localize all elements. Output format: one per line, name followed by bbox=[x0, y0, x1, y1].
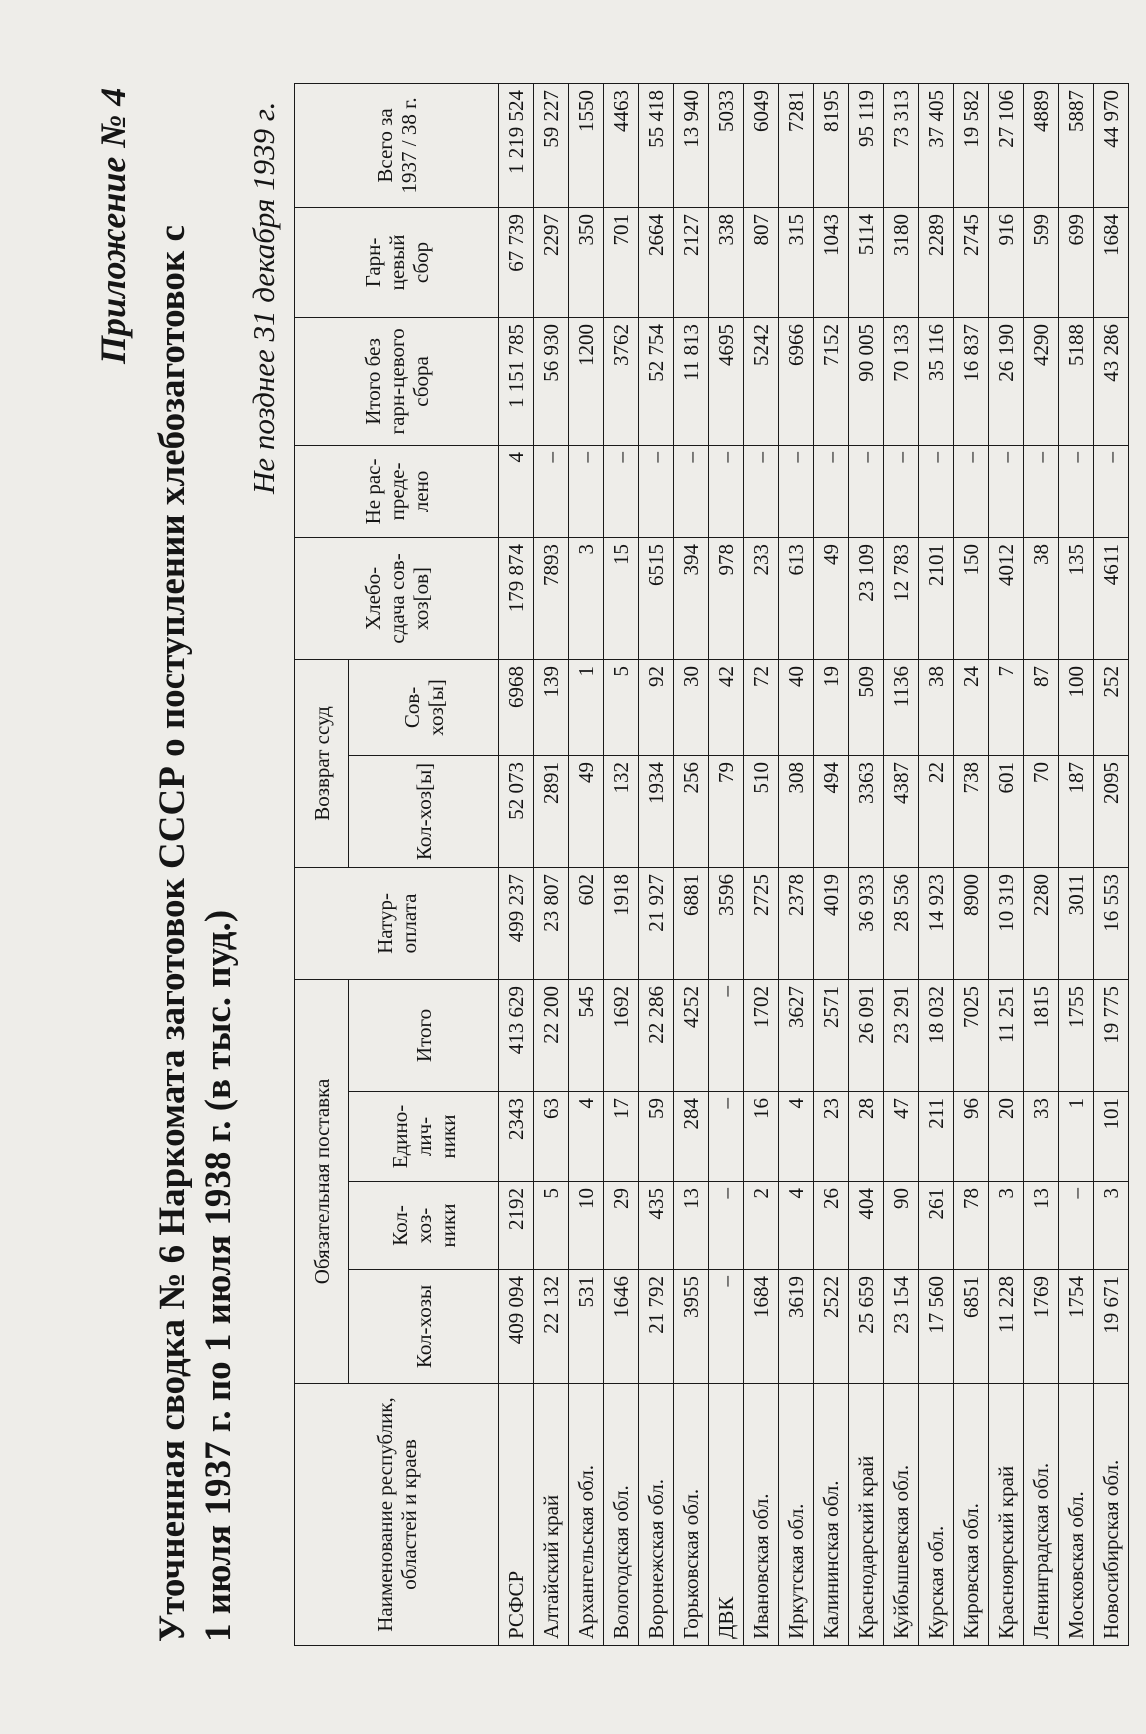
value-cell-c1: 23 154 bbox=[884, 1270, 919, 1384]
value-cell-c9: 4 bbox=[499, 445, 534, 537]
region-name-cell: РСФСР bbox=[499, 1384, 534, 1646]
value-cell-c10: 4695 bbox=[709, 317, 744, 445]
value-cell-c4: 23 291 bbox=[884, 979, 919, 1091]
value-cell-c12: 95 119 bbox=[849, 83, 884, 207]
value-cell-c6: 187 bbox=[1059, 755, 1094, 867]
value-cell-c12: 4889 bbox=[1024, 83, 1059, 207]
value-cell-c11: 699 bbox=[1059, 207, 1094, 317]
value-cell-c2: 435 bbox=[639, 1182, 674, 1270]
value-cell-c11: 315 bbox=[779, 207, 814, 317]
value-cell-c9: – bbox=[779, 445, 814, 537]
value-cell-c7: 5 bbox=[604, 659, 639, 755]
value-cell-c6: 494 bbox=[814, 755, 849, 867]
value-cell-c6: 22 bbox=[919, 755, 954, 867]
value-cell-c2: 26 bbox=[814, 1182, 849, 1270]
value-cell-c7: 139 bbox=[534, 659, 569, 755]
value-cell-c11: 5114 bbox=[849, 207, 884, 317]
value-cell-c2: 29 bbox=[604, 1182, 639, 1270]
value-cell-c1: 25 659 bbox=[849, 1270, 884, 1384]
table-row bbox=[604, 83, 639, 1645]
value-cell-c9: – bbox=[534, 445, 569, 537]
value-cell-c2: 78 bbox=[954, 1182, 989, 1270]
value-cell-c12: 8195 bbox=[814, 83, 849, 207]
value-cell-c6: 256 bbox=[674, 755, 709, 867]
value-cell-c10: 1200 bbox=[569, 317, 604, 445]
value-cell-c12: 19 582 bbox=[954, 83, 989, 207]
value-cell-c3: 33 bbox=[1024, 1092, 1059, 1182]
value-cell-c9: – bbox=[674, 445, 709, 537]
value-cell-c4: 1702 bbox=[744, 979, 779, 1091]
value-cell-c4: 11 251 bbox=[989, 979, 1024, 1091]
value-cell-c2: 404 bbox=[849, 1182, 884, 1270]
value-cell-c10: 26 190 bbox=[989, 317, 1024, 445]
value-cell-c10: 3762 bbox=[604, 317, 639, 445]
value-cell-c8: 23 109 bbox=[849, 537, 884, 659]
value-cell-c5: 1918 bbox=[604, 867, 639, 979]
value-cell-c6: 2095 bbox=[1094, 755, 1129, 867]
col-group-loans: Возврат ссуд bbox=[295, 659, 349, 867]
value-cell-c9: – bbox=[919, 445, 954, 537]
value-cell-c9: – bbox=[604, 445, 639, 537]
value-cell-c10: 6966 bbox=[779, 317, 814, 445]
table-row bbox=[744, 83, 779, 1645]
col-header-undistributed: Не рас-преде-лено bbox=[295, 445, 499, 537]
region-name-cell: Калининская обл. bbox=[814, 1384, 849, 1646]
procurement-table bbox=[294, 83, 1129, 1646]
value-cell-c2: – bbox=[709, 1182, 744, 1270]
value-cell-c3: 284 bbox=[674, 1092, 709, 1182]
value-cell-c2: 13 bbox=[1024, 1182, 1059, 1270]
region-name-cell: Курская обл. bbox=[919, 1384, 954, 1646]
table-body bbox=[499, 83, 1129, 1645]
table-row bbox=[674, 83, 709, 1645]
value-cell-c8: 4611 bbox=[1094, 537, 1129, 659]
value-cell-c6: 601 bbox=[989, 755, 1024, 867]
value-cell-c9: – bbox=[1024, 445, 1059, 537]
value-cell-c3: 23 bbox=[814, 1092, 849, 1182]
value-cell-c4: 22 200 bbox=[534, 979, 569, 1091]
table-row bbox=[814, 83, 849, 1645]
value-cell-c10: 52 754 bbox=[639, 317, 674, 445]
table-row bbox=[639, 83, 674, 1645]
value-cell-c4: 545 bbox=[569, 979, 604, 1091]
value-cell-c8: 2101 bbox=[919, 537, 954, 659]
region-name-cell: Московская обл. bbox=[1059, 1384, 1094, 1646]
value-cell-c3: 28 bbox=[849, 1092, 884, 1182]
value-cell-c7: 40 bbox=[779, 659, 814, 755]
value-cell-c9: – bbox=[954, 445, 989, 537]
value-cell-c6: 49 bbox=[569, 755, 604, 867]
value-cell-c7: 30 bbox=[674, 659, 709, 755]
value-cell-c12: 73 313 bbox=[884, 83, 919, 207]
table-row bbox=[499, 83, 534, 1645]
value-cell-c7: 509 bbox=[849, 659, 884, 755]
value-cell-c10: 11 813 bbox=[674, 317, 709, 445]
table-row bbox=[1094, 83, 1129, 1645]
value-cell-c1: 2522 bbox=[814, 1270, 849, 1384]
value-cell-c5: 6881 bbox=[674, 867, 709, 979]
value-cell-c3: 1 bbox=[1059, 1092, 1094, 1182]
table-row bbox=[989, 83, 1024, 1645]
value-cell-c7: 1136 bbox=[884, 659, 919, 755]
value-cell-c6: 1934 bbox=[639, 755, 674, 867]
value-cell-c3: 101 bbox=[1094, 1092, 1129, 1182]
value-cell-c9: – bbox=[849, 445, 884, 537]
col-header-edinolichniki: Едино-лич-ники bbox=[349, 1092, 499, 1182]
value-cell-c6: 3363 bbox=[849, 755, 884, 867]
value-cell-c1: 11 228 bbox=[989, 1270, 1024, 1384]
value-cell-c10: 90 005 bbox=[849, 317, 884, 445]
value-cell-c10: 7152 bbox=[814, 317, 849, 445]
annex-label: Приложение № 4 bbox=[93, 87, 133, 364]
value-cell-c1: 17 560 bbox=[919, 1270, 954, 1384]
value-cell-c3: 2343 bbox=[499, 1092, 534, 1182]
value-cell-c8: 394 bbox=[674, 537, 709, 659]
value-cell-c8: 135 bbox=[1059, 537, 1094, 659]
col-header-naturoplata: Натур-оплата bbox=[295, 867, 499, 979]
value-cell-c2: – bbox=[1059, 1182, 1094, 1270]
table-row bbox=[534, 83, 569, 1645]
value-cell-c6: 132 bbox=[604, 755, 639, 867]
value-cell-c6: 79 bbox=[709, 755, 744, 867]
value-cell-c2: 2 bbox=[744, 1182, 779, 1270]
value-cell-c3: – bbox=[709, 1092, 744, 1182]
value-cell-c10: 5188 bbox=[1059, 317, 1094, 445]
value-cell-c1: 1769 bbox=[1024, 1270, 1059, 1384]
value-cell-c7: 7 bbox=[989, 659, 1024, 755]
value-cell-c8: 978 bbox=[709, 537, 744, 659]
value-cell-c11: 701 bbox=[604, 207, 639, 317]
value-cell-c7: 252 bbox=[1094, 659, 1129, 755]
value-cell-c3: 4 bbox=[569, 1092, 604, 1182]
document-title: Уточненная сводка № 6 Наркомата заготовок СССР о поступлении хлебозаготовок с 1 июля 1937 г. по 1 июля 1938 г. (в тыс. пуд.) bbox=[152, 225, 239, 1642]
value-cell-c10: 1 151 785 bbox=[499, 317, 534, 445]
value-cell-c3: 63 bbox=[534, 1092, 569, 1182]
value-cell-c7: 1 bbox=[569, 659, 604, 755]
value-cell-c4: 19 775 bbox=[1094, 979, 1129, 1091]
value-cell-c11: 2745 bbox=[954, 207, 989, 317]
value-cell-c7: 42 bbox=[709, 659, 744, 755]
value-cell-c10: 70 133 bbox=[884, 317, 919, 445]
value-cell-c3: 96 bbox=[954, 1092, 989, 1182]
value-cell-c7: 24 bbox=[954, 659, 989, 755]
value-cell-c12: 59 227 bbox=[534, 83, 569, 207]
value-cell-c11: 350 bbox=[569, 207, 604, 317]
col-header-grand-total: Всего за 1937 / 38 г. bbox=[295, 83, 499, 207]
region-name-cell: Горьковская обл. bbox=[674, 1384, 709, 1646]
value-cell-c8: 4012 bbox=[989, 537, 1024, 659]
value-cell-c1: 409 094 bbox=[499, 1270, 534, 1384]
value-cell-c8: 6515 bbox=[639, 537, 674, 659]
value-cell-c11: 2127 bbox=[674, 207, 709, 317]
value-cell-c5: 23 807 bbox=[534, 867, 569, 979]
value-cell-c12: 13 940 bbox=[674, 83, 709, 207]
value-cell-c12: 27 106 bbox=[989, 83, 1024, 207]
col-group-mandatory: Обязательная поставка bbox=[295, 979, 349, 1383]
value-cell-c7: 100 bbox=[1059, 659, 1094, 755]
value-cell-c11: 1043 bbox=[814, 207, 849, 317]
table-row bbox=[569, 83, 604, 1645]
header-row-1 bbox=[295, 83, 349, 1645]
value-cell-c1: 3619 bbox=[779, 1270, 814, 1384]
value-cell-c12: 55 418 bbox=[639, 83, 674, 207]
value-cell-c2: 3 bbox=[989, 1182, 1024, 1270]
region-name-cell: Куйбышевская обл. bbox=[884, 1384, 919, 1646]
value-cell-c10: 56 930 bbox=[534, 317, 569, 445]
value-cell-c8: 3 bbox=[569, 537, 604, 659]
region-name-cell: Вологодская обл. bbox=[604, 1384, 639, 1646]
value-cell-c12: 5033 bbox=[709, 83, 744, 207]
value-cell-c9: – bbox=[569, 445, 604, 537]
value-cell-c9: – bbox=[989, 445, 1024, 537]
region-name-cell: Краснодарский край bbox=[849, 1384, 884, 1646]
value-cell-c11: 807 bbox=[744, 207, 779, 317]
value-cell-c12: 4463 bbox=[604, 83, 639, 207]
value-cell-c7: 72 bbox=[744, 659, 779, 755]
value-cell-c3: 16 bbox=[744, 1092, 779, 1182]
value-cell-c3: 17 bbox=[604, 1092, 639, 1182]
value-cell-c3: 47 bbox=[884, 1092, 919, 1182]
value-cell-c10: 35 116 bbox=[919, 317, 954, 445]
value-cell-c11: 67 739 bbox=[499, 207, 534, 317]
value-cell-c5: 4019 bbox=[814, 867, 849, 979]
value-cell-c9: – bbox=[709, 445, 744, 537]
value-cell-c2: 3 bbox=[1094, 1182, 1129, 1270]
value-cell-c8: 38 bbox=[1024, 537, 1059, 659]
value-cell-c11: 599 bbox=[1024, 207, 1059, 317]
table-row bbox=[919, 83, 954, 1645]
value-cell-c4: 1755 bbox=[1059, 979, 1094, 1091]
table-row bbox=[849, 83, 884, 1645]
value-cell-c4: 2571 bbox=[814, 979, 849, 1091]
value-cell-c5: 2280 bbox=[1024, 867, 1059, 979]
value-cell-c12: 7281 bbox=[779, 83, 814, 207]
value-cell-c6: 2891 bbox=[534, 755, 569, 867]
value-cell-c12: 1 219 524 bbox=[499, 83, 534, 207]
value-cell-c5: 8900 bbox=[954, 867, 989, 979]
value-cell-c8: 12 783 bbox=[884, 537, 919, 659]
col-header-garnets: Гарн-цевый сбор bbox=[295, 207, 499, 317]
value-cell-c7: 92 bbox=[639, 659, 674, 755]
region-name-cell: Архангельская обл. bbox=[569, 1384, 604, 1646]
value-cell-c4: 1815 bbox=[1024, 979, 1059, 1091]
deadline-note: Не позднее 31 декабря 1939 г. bbox=[246, 101, 281, 494]
value-cell-c4: 413 629 bbox=[499, 979, 534, 1091]
value-cell-c9: – bbox=[744, 445, 779, 537]
value-cell-c2: 2192 bbox=[499, 1182, 534, 1270]
region-name-cell: Новосибирская обл. bbox=[1094, 1384, 1129, 1646]
value-cell-c8: 49 bbox=[814, 537, 849, 659]
value-cell-c6: 510 bbox=[744, 755, 779, 867]
value-cell-c11: 2297 bbox=[534, 207, 569, 317]
col-header-loan-sovkhozy: Сов-хоз[ы] bbox=[349, 659, 499, 755]
value-cell-c1: 22 132 bbox=[534, 1270, 569, 1384]
value-cell-c5: 2725 bbox=[744, 867, 779, 979]
value-cell-c1: 1646 bbox=[604, 1270, 639, 1384]
col-header-total-no-garnets: Итого без гарн-цевого сбора bbox=[295, 317, 499, 445]
value-cell-c6: 738 bbox=[954, 755, 989, 867]
value-cell-c11: 2664 bbox=[639, 207, 674, 317]
value-cell-c8: 179 874 bbox=[499, 537, 534, 659]
value-cell-c12: 1550 bbox=[569, 83, 604, 207]
region-name-cell: Ленинградская обл. bbox=[1024, 1384, 1059, 1646]
value-cell-c8: 7893 bbox=[534, 537, 569, 659]
value-cell-c5: 3011 bbox=[1059, 867, 1094, 979]
value-cell-c6: 308 bbox=[779, 755, 814, 867]
value-cell-c1: 19 671 bbox=[1094, 1270, 1129, 1384]
value-cell-c8: 150 bbox=[954, 537, 989, 659]
table-row bbox=[954, 83, 989, 1645]
region-name-cell: Красноярский край bbox=[989, 1384, 1024, 1646]
table-row bbox=[779, 83, 814, 1645]
value-cell-c5: 14 923 bbox=[919, 867, 954, 979]
value-cell-c5: 602 bbox=[569, 867, 604, 979]
table-row bbox=[709, 83, 744, 1645]
value-cell-c8: 613 bbox=[779, 537, 814, 659]
value-cell-c1: 1684 bbox=[744, 1270, 779, 1384]
value-cell-c3: 59 bbox=[639, 1092, 674, 1182]
value-cell-c10: 5242 bbox=[744, 317, 779, 445]
value-cell-c9: – bbox=[1094, 445, 1129, 537]
value-cell-c4: 1692 bbox=[604, 979, 639, 1091]
value-cell-c4: 18 032 bbox=[919, 979, 954, 1091]
value-cell-c5: 28 536 bbox=[884, 867, 919, 979]
value-cell-c1: 1754 bbox=[1059, 1270, 1094, 1384]
value-cell-c8: 233 bbox=[744, 537, 779, 659]
value-cell-c5: 36 933 bbox=[849, 867, 884, 979]
value-cell-c5: 10 319 bbox=[989, 867, 1024, 979]
value-cell-c5: 2378 bbox=[779, 867, 814, 979]
value-cell-c10: 43 286 bbox=[1094, 317, 1129, 445]
value-cell-c10: 4290 bbox=[1024, 317, 1059, 445]
value-cell-c3: 211 bbox=[919, 1092, 954, 1182]
value-cell-c4: 3627 bbox=[779, 979, 814, 1091]
value-cell-c3: 4 bbox=[779, 1092, 814, 1182]
value-cell-c10: 16 837 bbox=[954, 317, 989, 445]
value-cell-c5: 21 927 bbox=[639, 867, 674, 979]
value-cell-c11: 1684 bbox=[1094, 207, 1129, 317]
table-row bbox=[884, 83, 919, 1645]
region-name-cell: ДВК bbox=[709, 1384, 744, 1646]
value-cell-c1: – bbox=[709, 1270, 744, 1384]
value-cell-c4: 7025 bbox=[954, 979, 989, 1091]
value-cell-c9: – bbox=[1059, 445, 1094, 537]
value-cell-c1: 531 bbox=[569, 1270, 604, 1384]
value-cell-c2: 10 bbox=[569, 1182, 604, 1270]
value-cell-c12: 44 970 bbox=[1094, 83, 1129, 207]
value-cell-c1: 6851 bbox=[954, 1270, 989, 1384]
value-cell-c6: 52 073 bbox=[499, 755, 534, 867]
value-cell-c9: – bbox=[884, 445, 919, 537]
col-header-itogo: Итого bbox=[349, 979, 499, 1091]
value-cell-c4: 26 091 bbox=[849, 979, 884, 1091]
value-cell-c2: 261 bbox=[919, 1182, 954, 1270]
col-header-sovkhoz-delivery: Хлебо-сдача сов-хоз[ов] bbox=[295, 537, 499, 659]
value-cell-c5: 499 237 bbox=[499, 867, 534, 979]
value-cell-c8: 15 bbox=[604, 537, 639, 659]
value-cell-c12: 5887 bbox=[1059, 83, 1094, 207]
table-row bbox=[1059, 83, 1094, 1645]
region-name-cell: Кировская обл. bbox=[954, 1384, 989, 1646]
value-cell-c2: 90 bbox=[884, 1182, 919, 1270]
value-cell-c6: 4387 bbox=[884, 755, 919, 867]
col-header-kolkhozniki: Кол-хоз-ники bbox=[349, 1182, 499, 1270]
value-cell-c3: 20 bbox=[989, 1092, 1024, 1182]
value-cell-c7: 38 bbox=[919, 659, 954, 755]
region-name-cell: Алтайский край bbox=[534, 1384, 569, 1646]
value-cell-c9: – bbox=[639, 445, 674, 537]
region-name-cell: Воронежская обл. bbox=[639, 1384, 674, 1646]
col-header-kolkhozy: Кол-хозы bbox=[349, 1270, 499, 1384]
value-cell-c7: 6968 bbox=[499, 659, 534, 755]
value-cell-c2: 4 bbox=[779, 1182, 814, 1270]
region-name-cell: Иркутская обл. bbox=[779, 1384, 814, 1646]
value-cell-c12: 37 405 bbox=[919, 83, 954, 207]
value-cell-c5: 16 553 bbox=[1094, 867, 1129, 979]
value-cell-c11: 3180 bbox=[884, 207, 919, 317]
value-cell-c2: 13 bbox=[674, 1182, 709, 1270]
value-cell-c4: 4252 bbox=[674, 979, 709, 1091]
value-cell-c1: 3955 bbox=[674, 1270, 709, 1384]
value-cell-c4: 22 286 bbox=[639, 979, 674, 1091]
region-name-cell: Ивановская обл. bbox=[744, 1384, 779, 1646]
value-cell-c11: 916 bbox=[989, 207, 1024, 317]
value-cell-c4: – bbox=[709, 979, 744, 1091]
value-cell-c6: 70 bbox=[1024, 755, 1059, 867]
value-cell-c5: 3596 bbox=[709, 867, 744, 979]
value-cell-c12: 6049 bbox=[744, 83, 779, 207]
col-header-name: Наименование республик, областей и краев bbox=[295, 1384, 499, 1646]
value-cell-c1: 21 792 bbox=[639, 1270, 674, 1384]
table-row bbox=[1024, 83, 1059, 1645]
value-cell-c7: 19 bbox=[814, 659, 849, 755]
value-cell-c11: 338 bbox=[709, 207, 744, 317]
value-cell-c9: – bbox=[814, 445, 849, 537]
value-cell-c7: 87 bbox=[1024, 659, 1059, 755]
value-cell-c2: 5 bbox=[534, 1182, 569, 1270]
col-header-loan-kolkhozy: Кол-хоз[ы] bbox=[349, 755, 499, 867]
value-cell-c11: 2289 bbox=[919, 207, 954, 317]
